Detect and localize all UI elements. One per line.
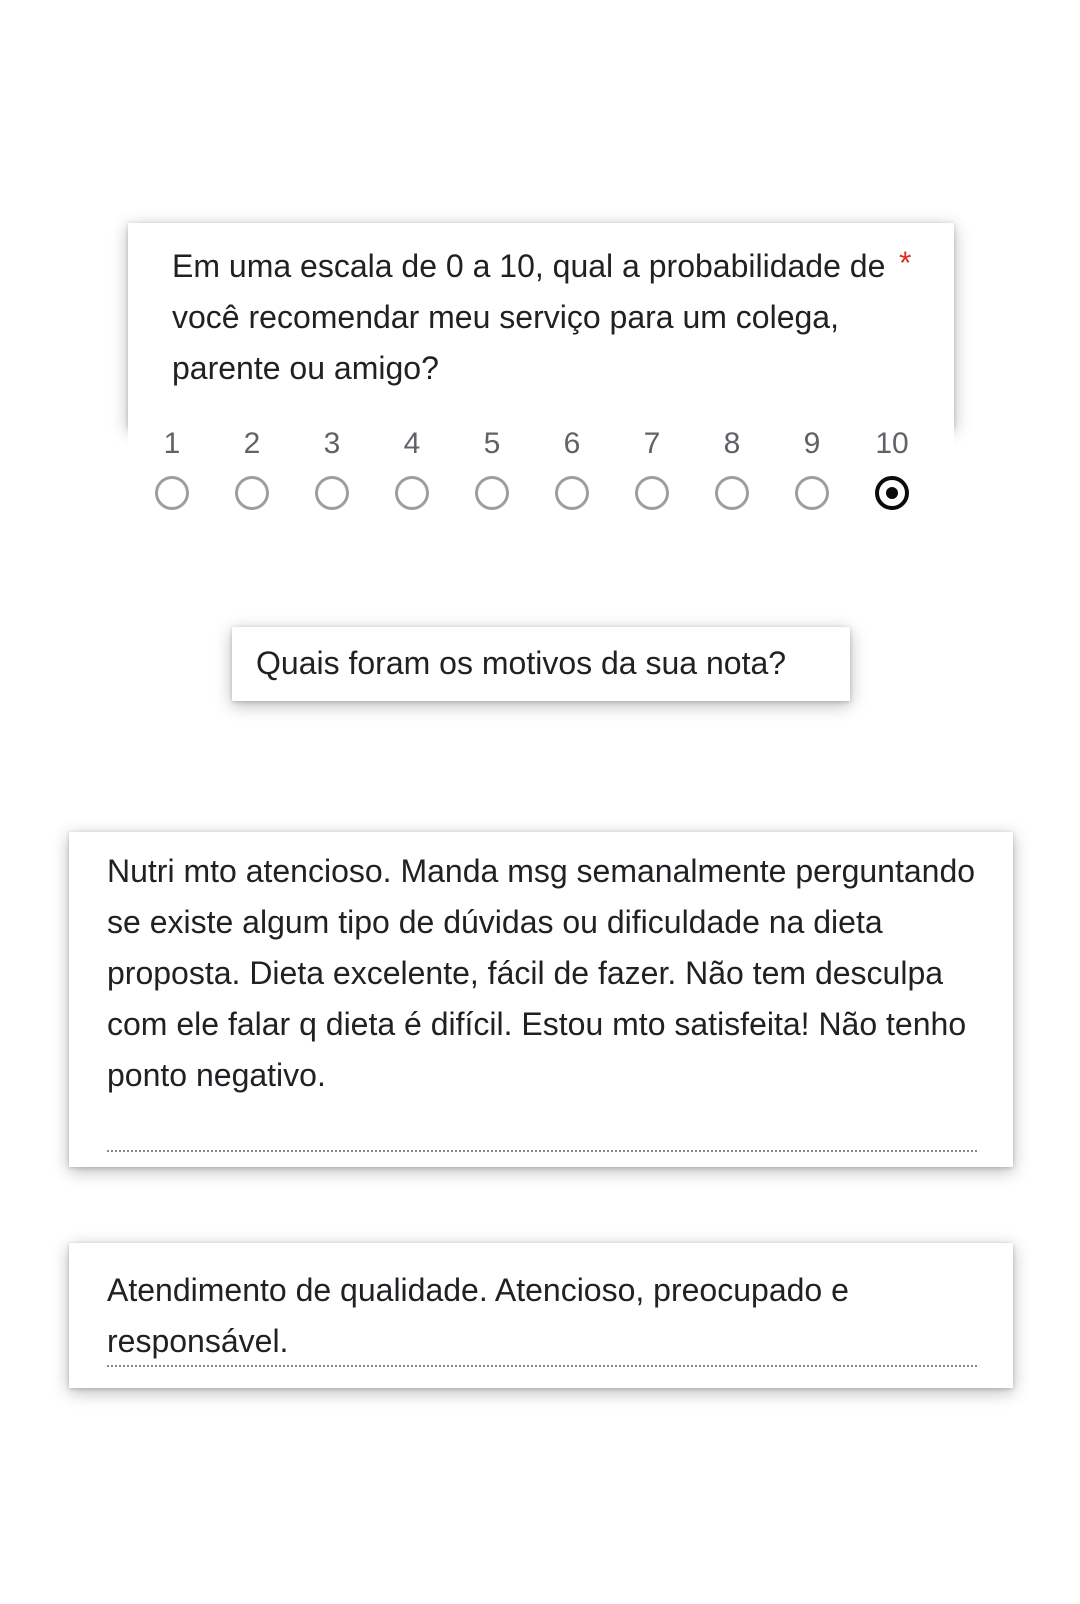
question-title: Em uma escala de 0 a 10, qual a probabilidade de você recomendar meu serviço para um colega, parente ou amigo? (172, 248, 886, 386)
radio-button[interactable] (555, 476, 589, 510)
scale-label: 7 (643, 427, 661, 460)
scale-label: 10 (875, 427, 909, 460)
scale-option-7[interactable] (622, 418, 682, 510)
scale-option-5[interactable] (462, 418, 522, 510)
scale-label: 6 (563, 427, 581, 460)
linear-scale (128, 418, 954, 528)
answer-card (69, 1243, 1013, 1388)
radio-button[interactable] (475, 476, 509, 510)
scale-option-8[interactable] (702, 418, 762, 510)
scale-label: 8 (723, 427, 741, 460)
answer-underline (107, 1150, 977, 1152)
required-marker: * (899, 245, 912, 281)
radio-button[interactable] (395, 476, 429, 510)
radio-button-selected[interactable] (875, 476, 909, 510)
radio-button[interactable] (235, 476, 269, 510)
scale-option-10[interactable] (862, 418, 922, 510)
scale-option-1[interactable] (142, 418, 202, 510)
scale-option-9[interactable] (782, 418, 842, 510)
radio-button[interactable] (795, 476, 829, 510)
scale-option-3[interactable] (302, 418, 362, 510)
answer-text: Nutri mto atencioso. Manda msg semanalmente perguntando se existe algum tipo de dúvidas ou dificuldade na dieta proposta. Dieta excelente, fácil de fazer. Não tem desculpa com ele falar q dieta é difícil. Estou mto satisfeita! Não tenho ponto negativo. (107, 853, 976, 1093)
scale-option-2[interactable] (222, 418, 282, 510)
scale-label: 1 (163, 427, 181, 460)
scale-label: 2 (243, 427, 261, 460)
reasons-label: Quais foram os motivos da sua nota? (256, 645, 787, 681)
answer-card (69, 832, 1013, 1167)
reasons-label-card (232, 627, 850, 701)
radio-button[interactable] (635, 476, 669, 510)
scale-option-4[interactable] (382, 418, 442, 510)
radio-button[interactable] (155, 476, 189, 510)
scale-label: 5 (483, 427, 501, 460)
radio-button[interactable] (715, 476, 749, 510)
scale-label: 9 (803, 427, 821, 460)
radio-button[interactable] (315, 476, 349, 510)
question-card (128, 223, 954, 428)
answer-text: Atendimento de qualidade. Atencioso, preocupado e responsável. (107, 1272, 849, 1359)
scale-label: 3 (323, 427, 341, 460)
scale-option-6[interactable] (542, 418, 602, 510)
scale-label: 4 (403, 427, 421, 460)
answer-underline (107, 1365, 977, 1367)
